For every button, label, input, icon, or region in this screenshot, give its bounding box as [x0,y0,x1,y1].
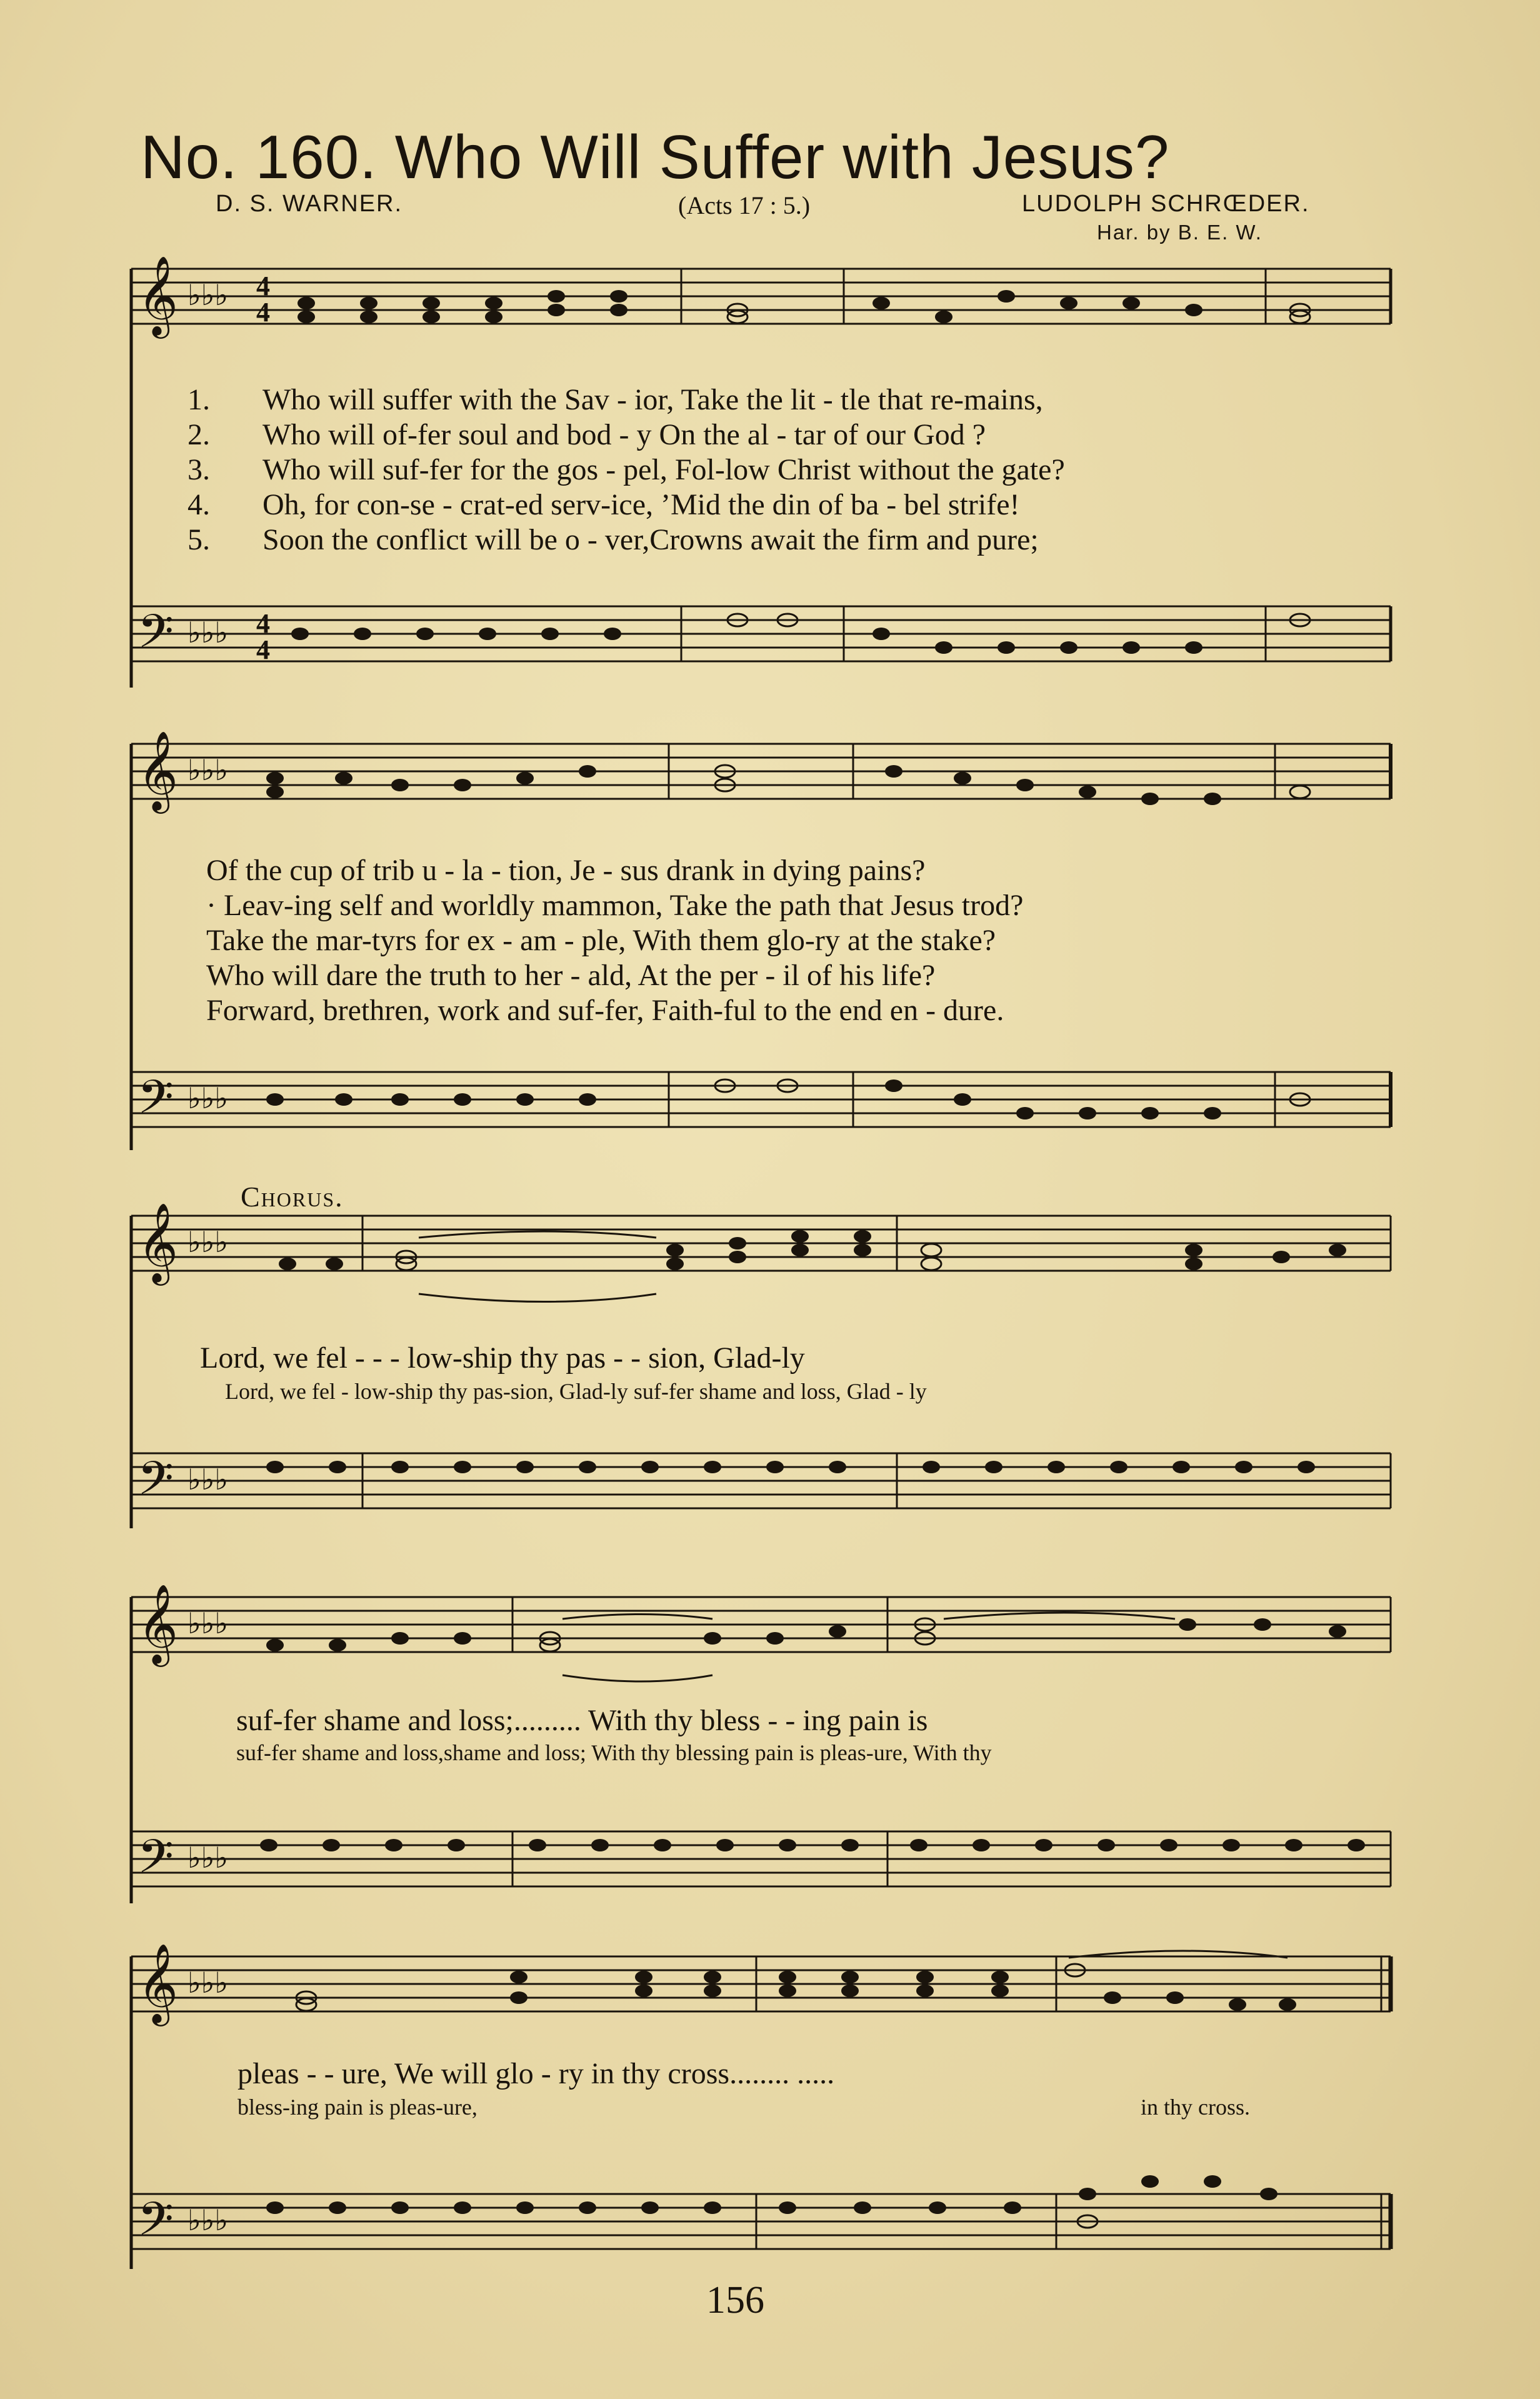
verse-line: Take the mar-tyrs for ex - am - ple, With them glo-ry at the stake? [206,924,996,957]
verse-line: 4. Oh, for con-se - crat-ed serv-ice, ’Mid the din of ba - bel strife! [188,488,1020,521]
svg-text:♭♭♭: ♭♭♭ [188,1083,229,1114]
verse-line: Forward, brethren, work and suf-fer, Faith-ful to the end en - dure. [206,994,1004,1027]
svg-text:𝄢: 𝄢 [138,1070,174,1136]
chorus-lyric-3: pleas - - ure, We will glo - ry in thy cross........ ..... [238,2057,835,2090]
svg-text:𝄞: 𝄞 [138,256,179,335]
svg-text:♭♭♭: ♭♭♭ [188,754,229,786]
svg-text:𝄞: 𝄞 [138,1585,179,1663]
svg-text:𝄞: 𝄞 [138,1203,179,1282]
svg-text:𝄢: 𝄢 [138,604,174,670]
chorus-label: Chorus. [241,1181,344,1213]
svg-text:♭♭♭: ♭♭♭ [188,1842,229,1874]
svg-text:𝄞: 𝄞 [138,1944,179,2023]
svg-text:4: 4 [256,634,270,665]
chorus-lyric-3-alt-right: in thy cross. [1141,2095,1250,2120]
svg-text:♭♭♭: ♭♭♭ [188,1608,229,1640]
svg-text:𝄞: 𝄞 [138,731,179,810]
svg-text:♭♭♭: ♭♭♭ [188,1464,229,1496]
verse-line: Of the cup of trib u - la - tion, Je - sus drank in dying pains? [206,854,926,887]
hymn-composer: LUDOLPH SCHRŒDER. [1022,191,1310,217]
svg-text:♭♭♭: ♭♭♭ [188,617,229,649]
chorus-lyric-3-alt: bless-ing pain is pleas-ure, [238,2095,478,2120]
verse-line: 5. Soon the conflict will be o - ver,Crowns await the firm and pure; [188,523,1039,556]
verse-line: 1. Who will suffer with the Sav - ior, Take the lit - tle that re-mains, [188,383,1043,416]
svg-text:♭♭♭: ♭♭♭ [188,2205,229,2236]
chorus-lyric-1-alt: Lord, we fel - low-ship thy pas-sion, Glad-ly suf-fer shame and loss, Glad - ly [225,1379,927,1404]
chorus-lyric-2-alt: suf-fer shame and loss,shame and loss; With thy blessing pain is pleas-ure, With thy [236,1740,992,1765]
svg-text:𝄢: 𝄢 [138,1830,174,1895]
svg-text:4: 4 [256,608,270,639]
verse-line: 2. Who will of-fer soul and bod - y On the al - tar of our God ? [188,418,986,451]
svg-text:𝄢: 𝄢 [138,1451,174,1517]
hymn-title: No. 160. Who Will Suffer with Jesus? [141,123,1170,191]
svg-text:4: 4 [256,297,270,328]
harmony-credit: Har. by B. E. W. [1097,221,1262,244]
svg-text:𝄢: 𝄢 [138,2192,174,2258]
verse-line: · Leav-ing self and worldly mammon, Take the path that Jesus trod? [206,889,1024,922]
scripture-reference: (Acts 17 : 5.) [678,191,811,219]
svg-text:♭♭♭: ♭♭♭ [188,1226,229,1258]
page-number: 156 [706,2279,764,2321]
verse-lyrics-part1 [188,383,1065,558]
svg-text:4: 4 [256,271,270,301]
verse-line: 3. Who will suf-fer for the gos - pel, Fol-low Christ without the gate? [188,453,1065,486]
verse-line: Who will dare the truth to her - ald, At the per - il of his life? [206,959,936,992]
svg-text:♭♭♭: ♭♭♭ [188,279,229,311]
chorus-lyric-1: Lord, we fel - - - low-ship thy pas - - sion, Glad-ly [200,1341,805,1375]
chorus-lyric-2: suf-fer shame and loss;......... With thy bless - - ing pain is [236,1704,928,1737]
svg-text:♭♭♭: ♭♭♭ [188,1967,229,1999]
verse-lyrics-part2 [206,853,1023,1028]
hymn-author: D. S. WARNER. [216,191,403,217]
